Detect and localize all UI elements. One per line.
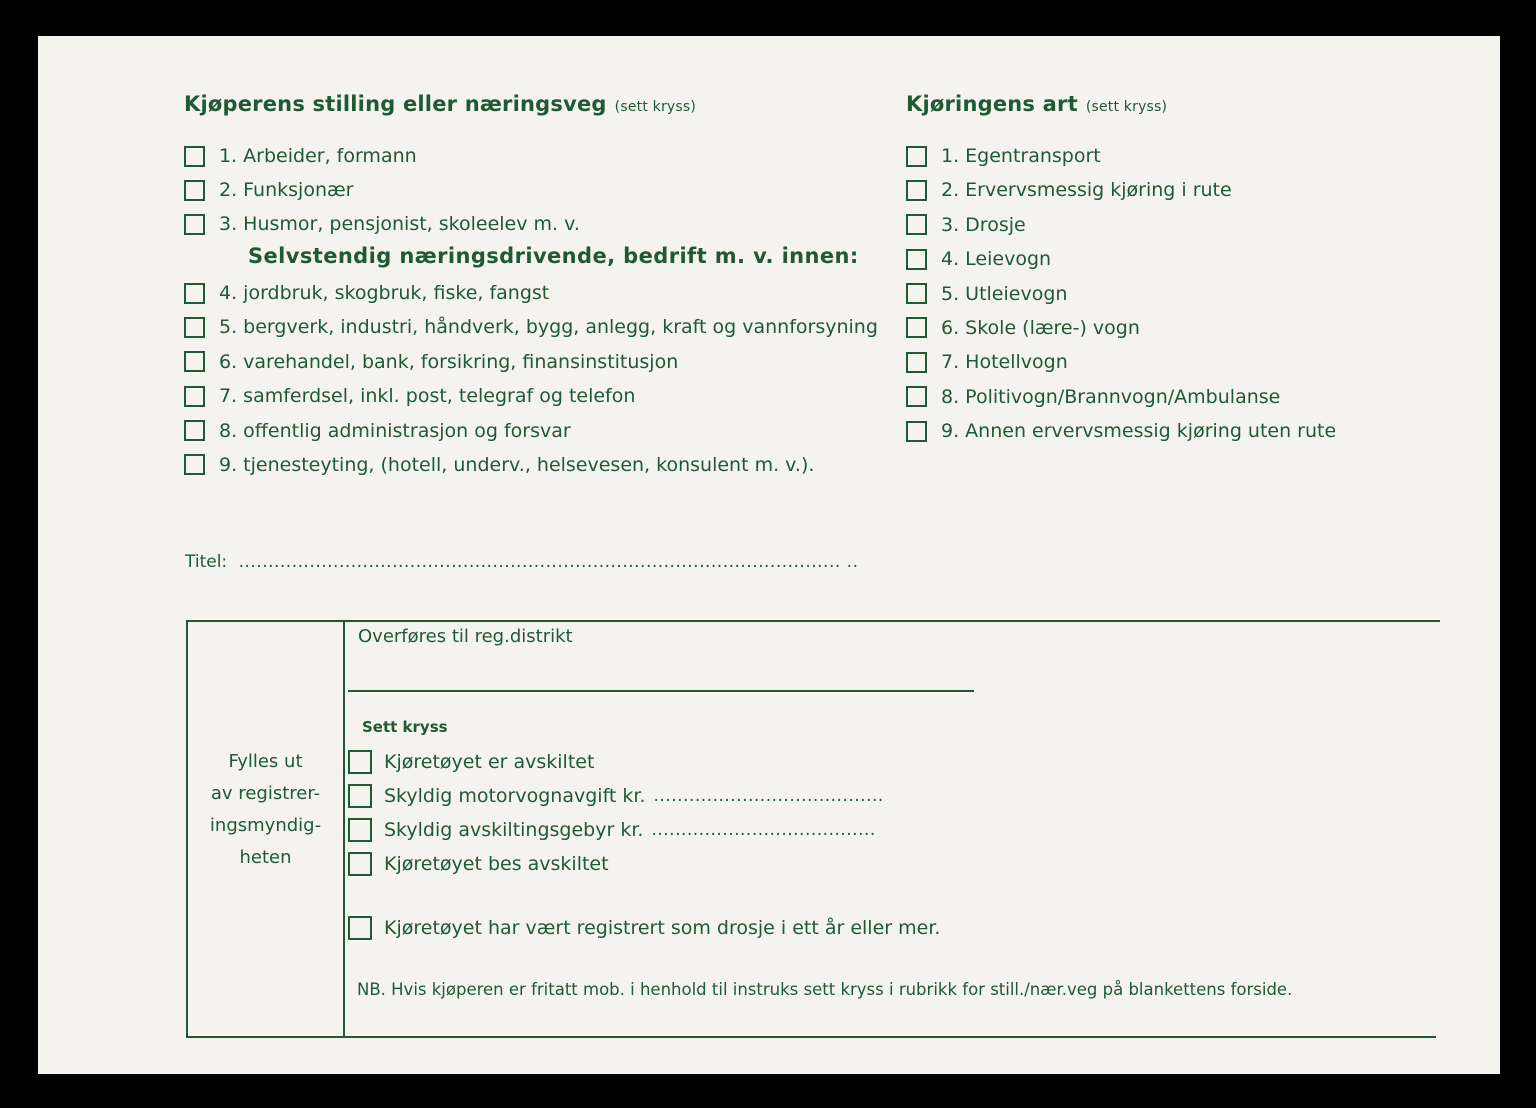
occupation-list-a	[184, 142, 580, 238]
checkbox[interactable]	[184, 454, 205, 475]
driving-type-item[interactable]: 6. Skole (lære-) vogn	[906, 314, 1336, 342]
driving-type-item[interactable]: 9. Annen ervervsmessig kjøring uten rute	[906, 417, 1336, 445]
transfer-district-line[interactable]	[348, 690, 974, 692]
occupation-item[interactable]: 1. Arbeider, formann	[184, 142, 580, 170]
checkbox[interactable]	[348, 818, 372, 842]
checkbox[interactable]	[184, 146, 205, 167]
driving-type-heading	[906, 92, 1167, 116]
nb-note: NB. Hvis kjøperen er fritatt mob. i henhold til instruks sett kryss i rubrikk for still./nær.veg på blankettens forside.	[357, 980, 1293, 999]
checkbox[interactable]	[348, 916, 372, 940]
occupation-item[interactable]: 3. Husmor, pensjonist, skoleelev m. v.	[184, 210, 580, 238]
registry-check-item[interactable]: Skyldig motorvognavgift kr. .......................................	[348, 782, 884, 810]
checkbox[interactable]	[348, 750, 372, 774]
occupation-item[interactable]: 4. jordbruk, skogbruk, fiske, fangst	[184, 279, 878, 307]
buyer-occupation-heading	[184, 92, 696, 116]
taxi-check[interactable]: Kjøretøyet har vært registrert som drosje i ett år eller mer.	[348, 914, 940, 942]
driving-type-item[interactable]: 1. Egentransport	[906, 142, 1336, 170]
occupation-item[interactable]: 6. varehandel, bank, forsikring, finansinstitusjon	[184, 348, 878, 376]
checkbox[interactable]	[906, 180, 927, 201]
checkbox[interactable]	[184, 386, 205, 407]
checkbox[interactable]	[184, 214, 205, 235]
driving-type-item[interactable]: 3. Drosje	[906, 211, 1336, 239]
checkbox[interactable]	[184, 317, 205, 338]
registry-check-item[interactable]: Kjøretøyet bes avskiltet	[348, 850, 884, 878]
occupation-item[interactable]: 2. Funksjonær	[184, 176, 580, 204]
driving-type-item[interactable]: 5. Utleievogn	[906, 280, 1336, 308]
checkbox[interactable]	[184, 420, 205, 441]
checkbox[interactable]	[184, 180, 205, 201]
checkbox[interactable]	[906, 386, 927, 407]
checkbox[interactable]	[184, 351, 205, 372]
title-label: Titel:	[185, 552, 228, 572]
checkbox[interactable]	[348, 852, 372, 876]
driving-type-item[interactable]: 2. Ervervsmessig kjøring i rute	[906, 176, 1336, 204]
registry-check-item[interactable]: Skyldig avskiltingsgebyr kr. ......................................	[348, 816, 884, 844]
registry-check-list	[348, 748, 884, 878]
checkbox[interactable]	[906, 249, 927, 270]
checkbox[interactable]	[906, 317, 927, 338]
driving-type-heading-note: (sett kryss)	[1085, 99, 1168, 115]
checkbox[interactable]	[184, 283, 205, 304]
occupation-item[interactable]: 8. offentlig administrasjon og forsvar	[184, 417, 878, 445]
box-top-border	[186, 620, 1440, 622]
transfer-district-label: Overføres til reg.distrikt	[358, 626, 573, 647]
occupation-item[interactable]: 7. samferdsel, inkl. post, telegraf og telefon	[184, 382, 878, 410]
driving-type-list	[906, 142, 1336, 445]
registry-side-label: Fylles ut av registrer- ingsmyndig- heten	[209, 751, 322, 868]
box-bottom-border	[186, 1036, 1436, 1038]
registry-check-item[interactable]: Kjøretøyet er avskiltet	[348, 748, 884, 776]
buyer-occupation-heading-note: (sett kryss)	[614, 99, 697, 115]
checkbox[interactable]	[348, 784, 372, 808]
self-employed-subheading: Selvstendig næringsdrivende, bedrift m. v. innen:	[248, 244, 859, 268]
driving-type-item[interactable]: 7. Hotellvogn	[906, 348, 1336, 376]
checkbox[interactable]	[906, 214, 927, 235]
buyer-occupation-heading-text: Kjøperens stilling eller næringsveg	[184, 92, 607, 116]
checkbox[interactable]	[906, 421, 927, 442]
occupation-item[interactable]: 5. bergverk, industri, håndverk, bygg, anlegg, kraft og vannforsyning	[184, 313, 878, 341]
driving-type-item[interactable]: 4. Leievogn	[906, 245, 1336, 273]
check-note: Sett kryss	[362, 718, 448, 736]
occupation-list-b	[184, 279, 878, 479]
driving-type-heading-text: Kjøringens art	[906, 92, 1078, 116]
checkbox[interactable]	[906, 146, 927, 167]
checkbox[interactable]	[906, 283, 927, 304]
title-field[interactable]	[185, 552, 858, 572]
driving-type-item[interactable]: 8. Politivogn/Brannvogn/Ambulanse	[906, 383, 1336, 411]
checkbox[interactable]	[906, 352, 927, 373]
occupation-item[interactable]: 9. tjenesteyting, (hotell, underv., helsevesen, konsulent m. v.).	[184, 451, 878, 479]
box-divider	[343, 620, 345, 1038]
title-dotted-line: ...................................................................................................... ..	[238, 552, 859, 572]
